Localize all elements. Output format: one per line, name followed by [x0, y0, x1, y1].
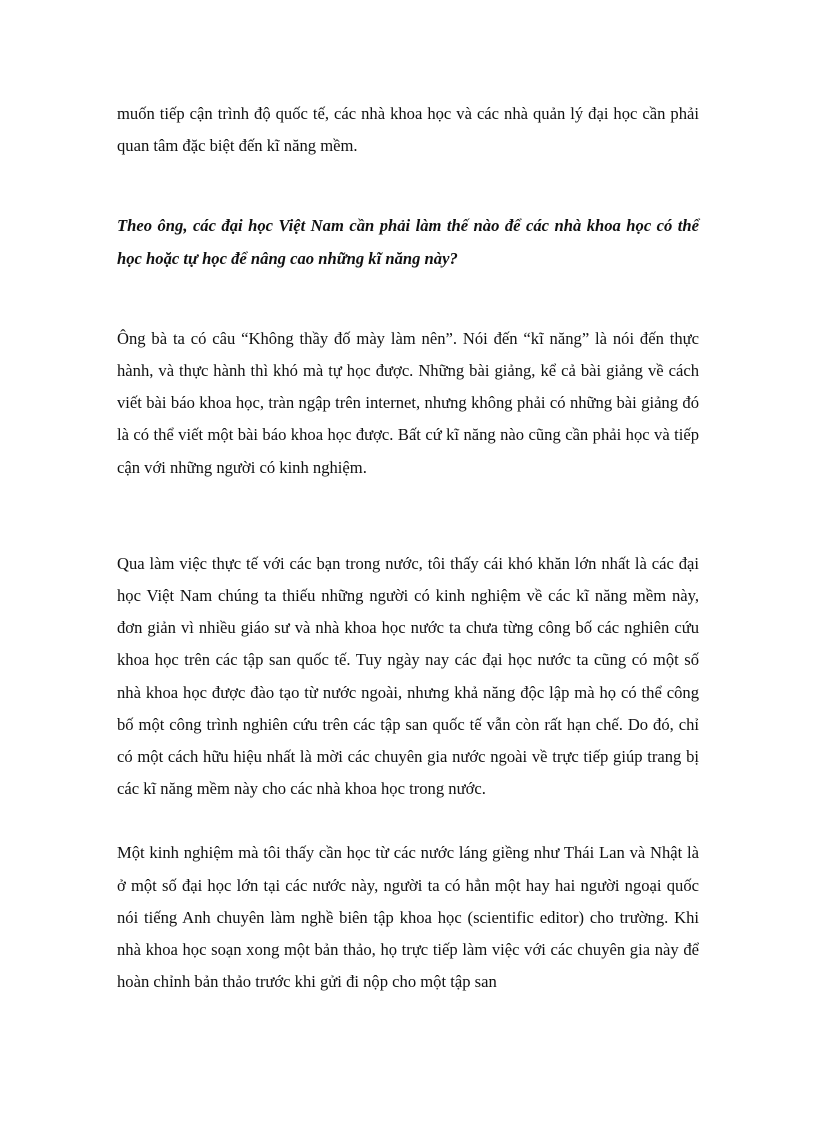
paragraph-answer-3: Một kinh nghiệm mà tôi thấy cần học từ các nước láng giềng như Thái Lan và Nhật là ở một số đại học lớn tại các nước này, người ta có hẳn một hay hai người ngoại quốc nói tiếng Anh chuyên làm nghề biên tập khoa học (scientific editor) cho trường. Khi nhà khoa học soạn xong một bản thảo, họ trực tiếp làm việc với các chuyên gia này để hoàn chỉnh bản thảo trước khi gửi đi nộp cho một tập san	[117, 843, 699, 992]
paragraph-intro: muốn tiếp cận trình độ quốc tế, các nhà khoa học và các nhà quản lý đại học cần phải quan tâm đặc biệt đến kĩ năng mềm.	[117, 104, 699, 156]
interview-question: Theo ông, các đại học Việt Nam cần phải làm thế nào để các nhà khoa học có thể học hoặc tự học để nâng cao những kĩ năng này?	[117, 216, 699, 268]
document-page	[117, 98, 699, 998]
paragraph-answer-2: Qua làm việc thực tế với các bạn trong nước, tôi thấy cái khó khăn lớn nhất là các đại học Việt Nam chúng ta thiếu những người có kinh nghiệm về các kĩ năng mềm này, đơn giản vì nhiều giáo sư và nhà khoa học nước ta chưa từng công bố các nghiên cứu khoa học trên các tập san quốc tế. Tuy ngày nay các đại học nước ta cũng có một số nhà khoa học được đào tạo từ nước ngoài, nhưng khả năng độc lập mà họ có thể công bố một công trình nghiên cứu trên các tập san quốc tế vẫn còn rất hạn chế. Do đó, chỉ có một cách hữu hiệu nhất là mời các chuyên gia nước ngoài về trực tiếp giúp trang bị các kĩ năng mềm này cho các nhà khoa học trong nước.	[117, 553, 699, 799]
paragraph-answer-1: Ông bà ta có câu “Không thầy đố mày làm nên”. Nói đến “kĩ năng” là nói đến thực hành, và thực hành thì khó mà tự học được. Những bài giảng, kể cả bài giảng về cách viết bài báo khoa học, tràn ngập trên internet, nhưng không phải có những bài giảng đó là có thể viết một bài báo khoa học được. Bất cứ kĩ năng nào cũng cần phải học và tiếp cận với những người có kinh nghiệm.	[117, 328, 699, 477]
